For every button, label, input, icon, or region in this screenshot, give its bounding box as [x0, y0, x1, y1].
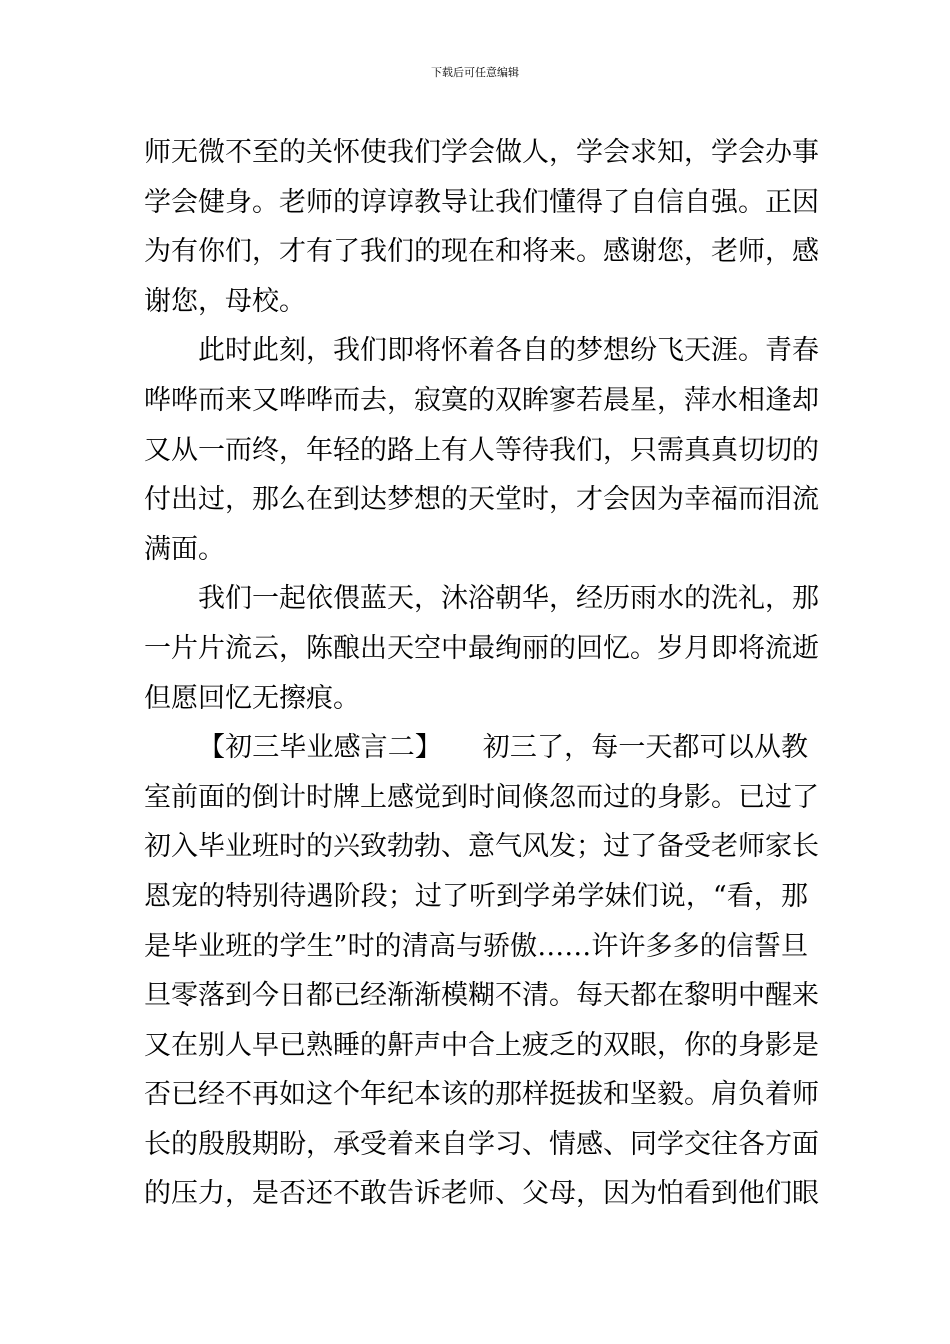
text-line: 的压力，是否还不敢告诉老师、父母，因为怕看到他们眼: [144, 1178, 819, 1210]
text-line: 付出过，那么在到达梦想的天堂时，才会因为幸福而泪流: [144, 484, 819, 516]
text-line: 又从一而终，年轻的路上有人等待我们，只需真真切切的: [144, 434, 819, 466]
text-line: 我们一起依偎蓝天，沐浴朝华，经历雨水的洗礼，那: [198, 583, 819, 615]
paragraph: [144, 574, 819, 723]
text-line: 学会健身。老师的谆谆教导让我们懂得了自信自强。正因: [144, 186, 819, 218]
text-line: 旦零落到今日都已经渐渐模糊不清。每天都在黎明中醒来: [144, 980, 819, 1012]
paragraph: [144, 128, 819, 326]
text-line: 但愿回忆无擦痕。: [144, 682, 360, 714]
text-line: 又在别人早已熟睡的鼾声中合上疲乏的双眼，你的身影是: [144, 1029, 819, 1061]
text-line: 长的殷殷期盼，承受着来自学习、情感、同学交往各方面: [144, 1128, 819, 1160]
page-header: 下载后可任意编辑: [431, 66, 519, 79]
text-line: 是毕业班的学生”时的清高与骄傲……许许多多的信誓旦: [144, 930, 808, 962]
text-line: 此时此刻，我们即将怀着各自的梦想纷飞天涯。青春: [198, 335, 819, 367]
text-line: 哗哗而来又哗哗而去，寂寞的双眸寥若晨星，萍水相逢却: [144, 384, 819, 416]
paragraph: [144, 326, 819, 574]
text-line: 初入毕业班时的兴致勃勃、意气风发；过了备受老师家长: [144, 831, 819, 863]
text-line: 恩宠的特别待遇阶段；过了听到学弟学妹们说，“看，那: [144, 880, 808, 912]
text-line: 为有你们，才有了我们的现在和将来。感谢您，老师，感: [144, 236, 819, 268]
paragraph: [144, 723, 819, 1219]
text-line: 一片片流云，陈酿出天空中最绚丽的回忆。岁月即将流逝: [144, 632, 819, 664]
document-body: [144, 128, 819, 1219]
text-line: 室前面的倒计时牌上感觉到时间倏忽而过的身影。已过了: [144, 781, 819, 813]
text-line: 师无微不至的关怀使我们学会做人，学会求知，学会办事: [144, 137, 819, 168]
text-line: 满面。: [144, 533, 225, 565]
text-line: 谢您，母校。: [144, 285, 306, 317]
text-line: 【初三毕业感言二】 初三了，每一天都可以从教: [198, 732, 808, 764]
text-line: 否已经不再如这个年纪本该的那样挺拔和坚毅。肩负着师: [144, 1079, 819, 1111]
